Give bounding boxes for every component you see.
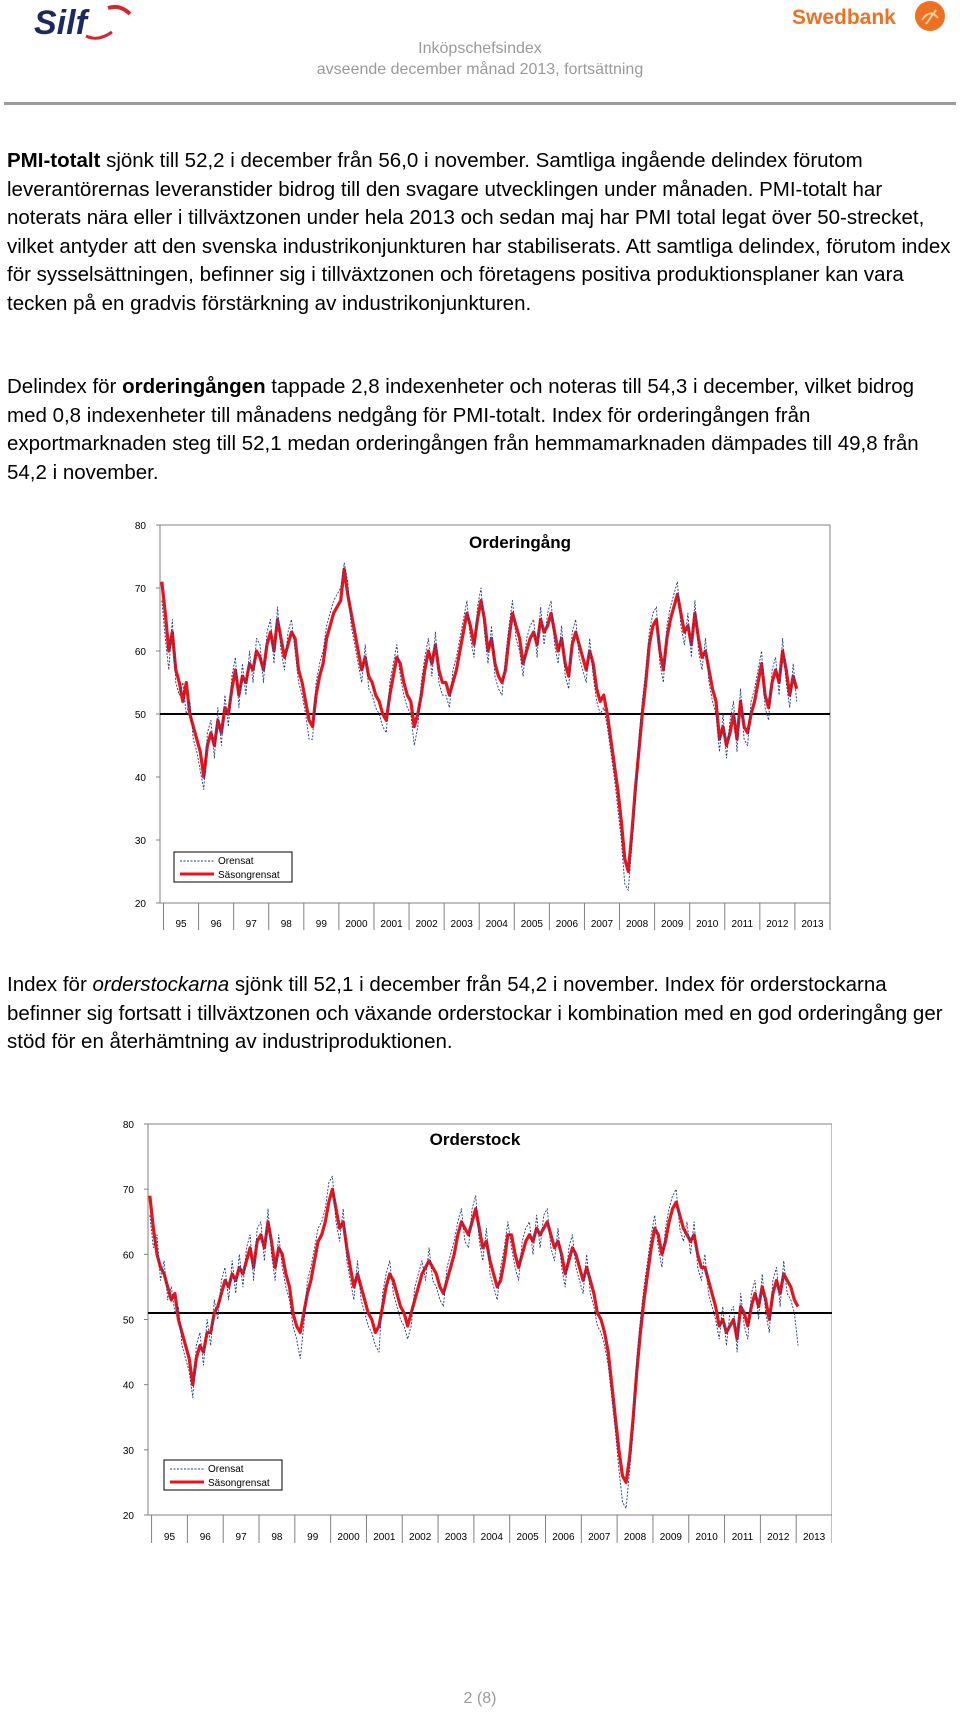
swedbank-logo — [790, 0, 950, 40]
y-tick-label: 70 — [134, 584, 146, 595]
header-subtitle: avseende december månad 2013, fortsättning — [316, 61, 644, 78]
header-divider — [4, 102, 956, 105]
x-tick-label: 2010 — [696, 919, 719, 930]
paragraph-text: Index för — [7, 973, 93, 996]
x-tick-label: 98 — [271, 1532, 283, 1543]
bold-term: PMI-totalt — [7, 149, 101, 172]
italic-term: orderstockarna — [92, 973, 230, 996]
x-tick-label: 2005 — [516, 1532, 539, 1543]
y-tick-label: 50 — [122, 1315, 134, 1327]
x-tick-label: 99 — [307, 1532, 319, 1543]
x-tick-label: 2012 — [767, 1532, 790, 1543]
y-tick-label: 70 — [122, 1185, 134, 1197]
x-tick-label: 2001 — [380, 919, 403, 930]
x-tick-label: 2012 — [766, 919, 789, 930]
swedbank-oak-icon — [915, 1, 945, 31]
header-title: Inköpschefsindex — [418, 40, 542, 57]
svg-text:Swedbank: Swedbank — [792, 6, 896, 29]
bold-term: orderingången — [122, 375, 266, 398]
paragraph-pmi — [7, 147, 955, 318]
x-tick-label: 2005 — [520, 919, 543, 930]
y-tick-label: 60 — [134, 647, 146, 658]
x-tick-label: 2004 — [485, 919, 508, 930]
y-tick-label: 30 — [134, 836, 146, 847]
y-tick-label: 80 — [134, 521, 146, 532]
x-tick-label: 2007 — [588, 1532, 611, 1543]
x-tick-label: 2009 — [661, 919, 684, 930]
y-tick-label: 30 — [122, 1445, 134, 1457]
x-tick-label: 2013 — [802, 1532, 826, 1543]
chart-orderstock — [110, 1112, 832, 1552]
x-tick-label: 99 — [315, 919, 327, 930]
x-tick-label: 2011 — [731, 919, 754, 930]
x-tick-label: 96 — [210, 919, 222, 930]
x-tick-label: 2009 — [659, 1532, 682, 1543]
x-tick-label: 2008 — [623, 1532, 647, 1543]
x-tick-label: 97 — [235, 1532, 247, 1543]
legend-label-sasongrensat: Säsongrensat — [218, 870, 280, 881]
x-tick-label: 2007 — [590, 919, 614, 930]
x-tick-label: 2002 — [409, 1532, 432, 1543]
paragraph-orderstock — [7, 971, 955, 1057]
x-tick-label: 2002 — [415, 919, 438, 930]
y-tick-label: 50 — [134, 710, 146, 721]
legend-label-sasongrensat: Säsongrensat — [208, 1478, 270, 1489]
chart-orderingang — [110, 512, 832, 932]
x-tick-label: 95 — [175, 919, 187, 930]
x-tick-label: 2000 — [337, 1532, 360, 1543]
chart-title: Orderstock — [429, 1130, 521, 1149]
y-tick-label: 20 — [134, 899, 146, 910]
legend-label-orensat: Orensat — [218, 856, 254, 867]
paragraph-orderingang — [7, 373, 955, 487]
x-tick-label: 2000 — [345, 919, 368, 930]
y-tick-label: 60 — [122, 1250, 134, 1262]
y-tick-label: 20 — [122, 1511, 134, 1522]
x-tick-label: 2011 — [731, 1532, 754, 1543]
y-tick-label: 40 — [122, 1380, 134, 1392]
y-tick-label: 80 — [122, 1120, 134, 1131]
x-tick-label: 2004 — [480, 1532, 503, 1543]
y-tick-label: 40 — [134, 773, 146, 784]
x-tick-label: 2010 — [695, 1532, 718, 1543]
paragraph-text: sjönk till 52,2 i december från 56,0 i november. Samtliga ingående delindex förutom leverantörernas leveranstider bidrog till den svagare utvecklingen under månaden. PMI-totalt har noterats nära eller i tillväxtzonen under hela 2013 och sedan maj har PMI total legat över 50-strecket, vilket antyder att den svenska industrikonjunkturen har stabiliserats. Att samtliga delindex, förutom index för sysselsättningen, befinner sig i tillväxtzonen och företagens positiva produktionsplaner kan vara tecken på en gradvis förstärkning av industrikonjunkturen. — [7, 149, 951, 315]
x-tick-label: 2003 — [450, 919, 473, 930]
paragraph-text: sjönk till 52,1 i december från 54,2 i november. Index för orderstockarna befinner sig fortsatt i tillväxtzonen och växande orderstockar i kombination med en god orderingång ger stöd för en återhämtning av industriproduktionen. — [7, 973, 943, 1053]
x-tick-label: 2006 — [555, 919, 579, 930]
paragraph-text: tappade 2,8 indexenheter och noteras till 54,3 i december, vilket bidrog med 0,8 indexenheter till månadens nedgång för PMI-totalt. Index för orderingången från exportmarknaden steg till 52,1 medan orderingången från hemmamarknaden dämpades till 49,8 från 54,2 i november. — [7, 375, 919, 484]
legend-label-orensat: Orensat — [208, 1464, 244, 1475]
page-header — [0, 0, 960, 108]
svg-text:Silf: Silf — [34, 4, 87, 42]
x-tick-label: 2013 — [801, 919, 824, 930]
x-tick-label: 2008 — [625, 919, 649, 930]
chart-title: Orderingång — [468, 533, 572, 552]
x-tick-label: 2003 — [444, 1532, 468, 1543]
x-tick-label: 97 — [245, 919, 257, 930]
x-tick-label: 98 — [280, 919, 292, 930]
page-number: 2 (8) — [463, 1690, 497, 1707]
x-tick-label: 96 — [199, 1532, 211, 1543]
x-tick-label: 2001 — [373, 1532, 396, 1543]
x-tick-label: 2006 — [552, 1532, 575, 1543]
x-tick-label: 95 — [163, 1532, 176, 1543]
paragraph-text: Delindex för — [7, 375, 123, 398]
